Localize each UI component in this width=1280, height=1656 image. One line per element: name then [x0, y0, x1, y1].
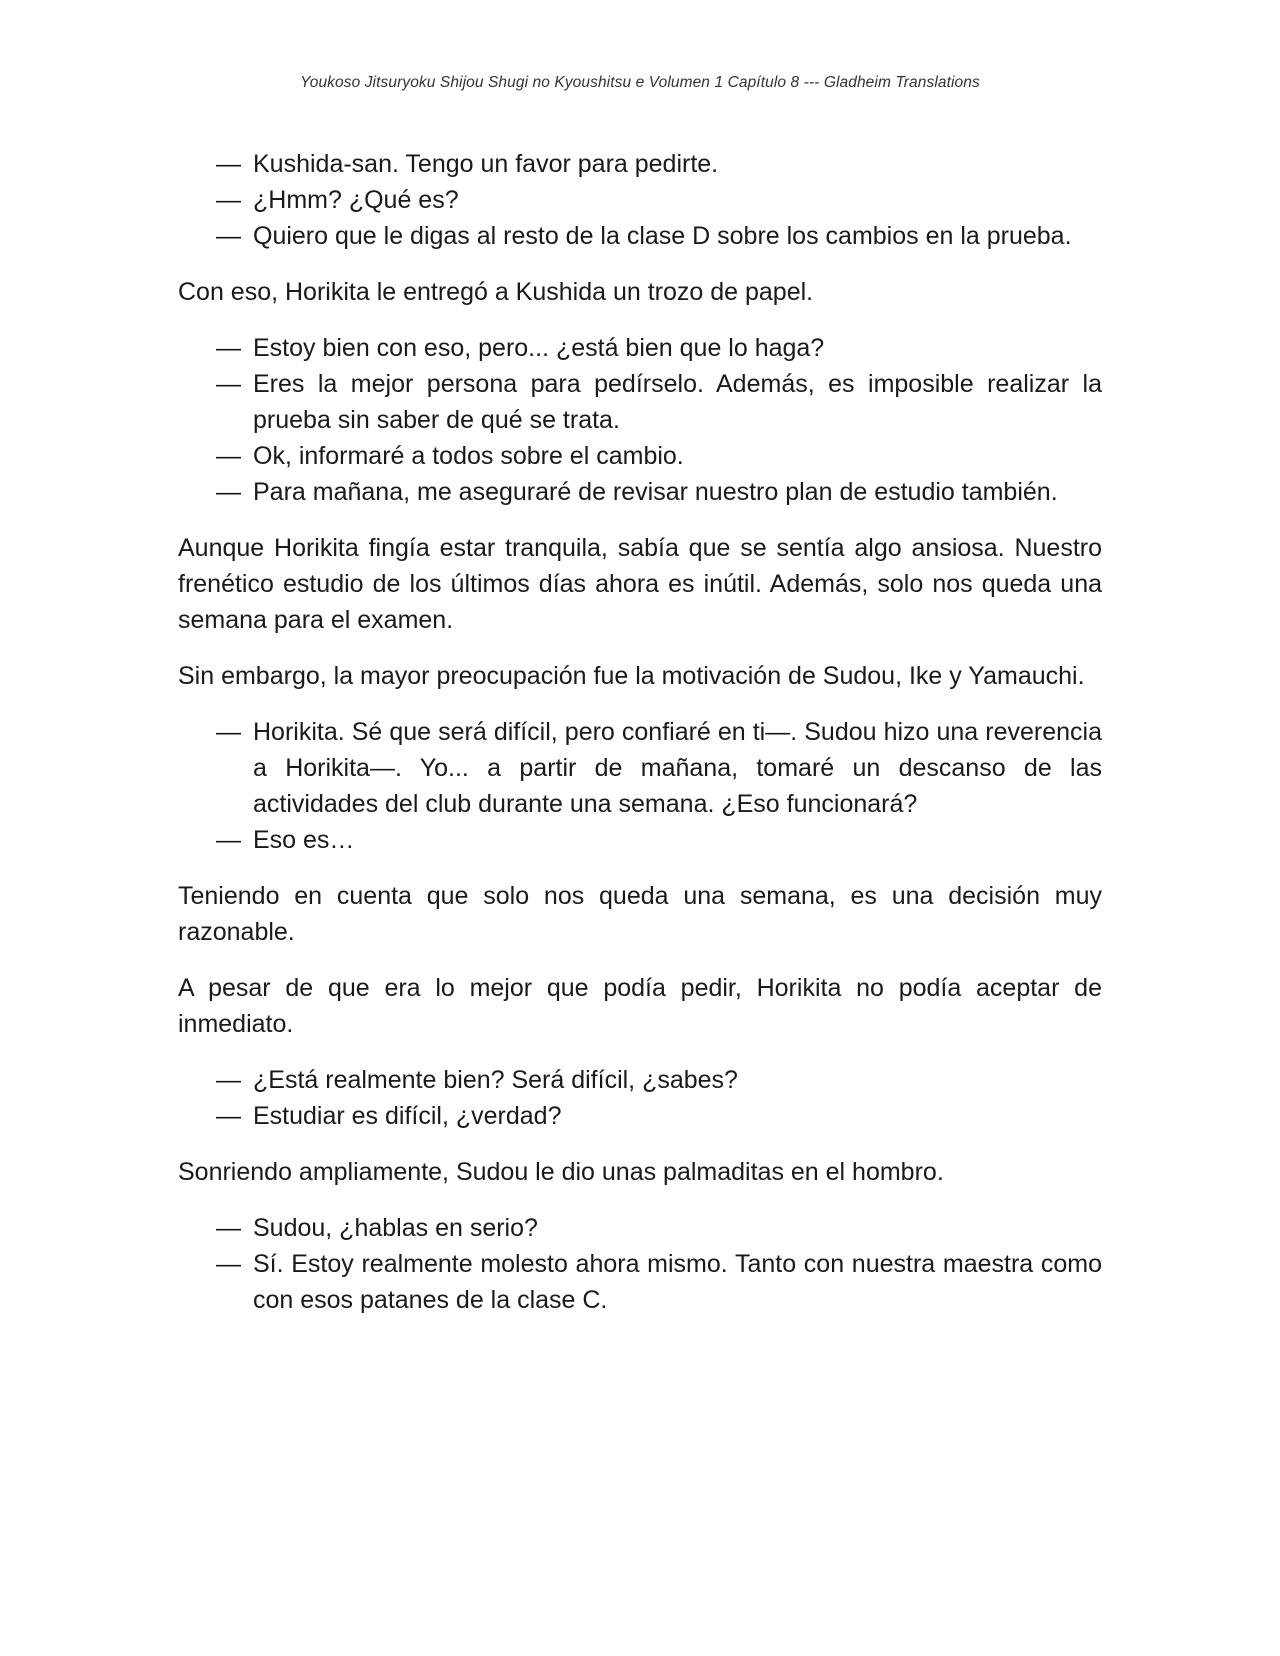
dialogue-dash: — — [216, 150, 241, 178]
dialogue-dash: — — [216, 334, 241, 362]
dialogue-dash: — — [216, 1214, 241, 1242]
dialogue-group — [178, 330, 1102, 510]
dialogue-line — [178, 146, 1102, 182]
dialogue-line — [178, 218, 1102, 254]
dialogue-dash: — — [216, 370, 241, 398]
dialogue-dash: — — [216, 222, 241, 250]
dialogue-line — [178, 822, 1102, 858]
dialogue-text: Estoy bien con eso, pero... ¿está bien que lo haga? — [253, 334, 825, 362]
narration-paragraph: Aunque Horikita fingía estar tranquila, sabía que se sentía algo ansiosa. Nuestro frenético estudio de los últimos días ahora es inútil. Además, solo nos queda una semana para el examen. — [178, 534, 1102, 634]
dialogue-line — [178, 182, 1102, 218]
dialogue-text: Eres la mejor persona para pedírselo. Además, es imposible realizar la prueba sin saber de qué se trata. — [253, 370, 1102, 434]
dialogue-line — [178, 1098, 1102, 1134]
narration-paragraph: Con eso, Horikita le entregó a Kushida un trozo de papel. — [178, 278, 814, 306]
dialogue-text: Estudiar es difícil, ¿verdad? — [253, 1102, 562, 1130]
dialogue-line — [178, 438, 1102, 474]
dialogue-text: Sudou, ¿hablas en serio? — [253, 1214, 538, 1242]
dialogue-dash: — — [216, 1066, 241, 1094]
dialogue-text: ¿Hmm? ¿Qué es? — [253, 186, 459, 214]
dialogue-group — [178, 1210, 1102, 1318]
dialogue-text: Horikita. Sé que será difícil, pero confiaré en ti—. Sudou hizo una reverencia a Horikita—. Yo... a partir de mañana, tomaré un descanso de las actividades del club durante una semana. ¿Eso funcionará? — [253, 718, 1102, 818]
dialogue-text: Sí. Estoy realmente molesto ahora mismo. Tanto con nuestra maestra como con esos patanes de la clase C. — [253, 1250, 1102, 1314]
dialogue-dash: — — [216, 1250, 241, 1278]
narration-paragraph: Sin embargo, la mayor preocupación fue la motivación de Sudou, Ike y Yamauchi. — [178, 662, 1085, 690]
dialogue-text: Quiero que le digas al resto de la clase D sobre los cambios en la prueba. — [253, 222, 1072, 250]
page-body — [178, 146, 1102, 1338]
dialogue-text: Para mañana, me aseguraré de revisar nuestro plan de estudio también. — [253, 478, 1058, 506]
narration-paragraph: Sonriendo ampliamente, Sudou le dio unas palmaditas en el hombro. — [178, 1158, 944, 1186]
dialogue-group — [178, 1062, 1102, 1134]
narration-paragraph: A pesar de que era lo mejor que podía pedir, Horikita no podía aceptar de inmediato. — [178, 974, 1102, 1038]
dialogue-group — [178, 714, 1102, 858]
dialogue-line — [178, 330, 1102, 366]
dialogue-line — [178, 1210, 1102, 1246]
dialogue-dash: — — [216, 718, 241, 746]
page-header: Youkoso Jitsuryoku Shijou Shugi no Kyoushitsu e Volumen 1 Capítulo 8 --- Gladheim Translations — [300, 74, 980, 91]
dialogue-text: ¿Está realmente bien? Será difícil, ¿sabes? — [253, 1066, 738, 1094]
dialogue-dash: — — [216, 478, 241, 506]
dialogue-line — [178, 714, 1102, 822]
dialogue-dash: — — [216, 1102, 241, 1130]
dialogue-line — [178, 1246, 1102, 1318]
dialogue-dash: — — [216, 442, 241, 470]
dialogue-line — [178, 366, 1102, 438]
dialogue-text: Ok, informaré a todos sobre el cambio. — [253, 442, 684, 470]
dialogue-text: Kushida-san. Tengo un favor para pedirte. — [253, 150, 719, 178]
dialogue-dash: — — [216, 826, 241, 854]
narration-paragraph: Teniendo en cuenta que solo nos queda una semana, es una decisión muy razonable. — [178, 882, 1102, 946]
dialogue-dash: — — [216, 186, 241, 214]
dialogue-line — [178, 1062, 1102, 1098]
dialogue-line — [178, 474, 1102, 510]
dialogue-text: Eso es… — [253, 826, 355, 854]
dialogue-group — [178, 146, 1102, 254]
